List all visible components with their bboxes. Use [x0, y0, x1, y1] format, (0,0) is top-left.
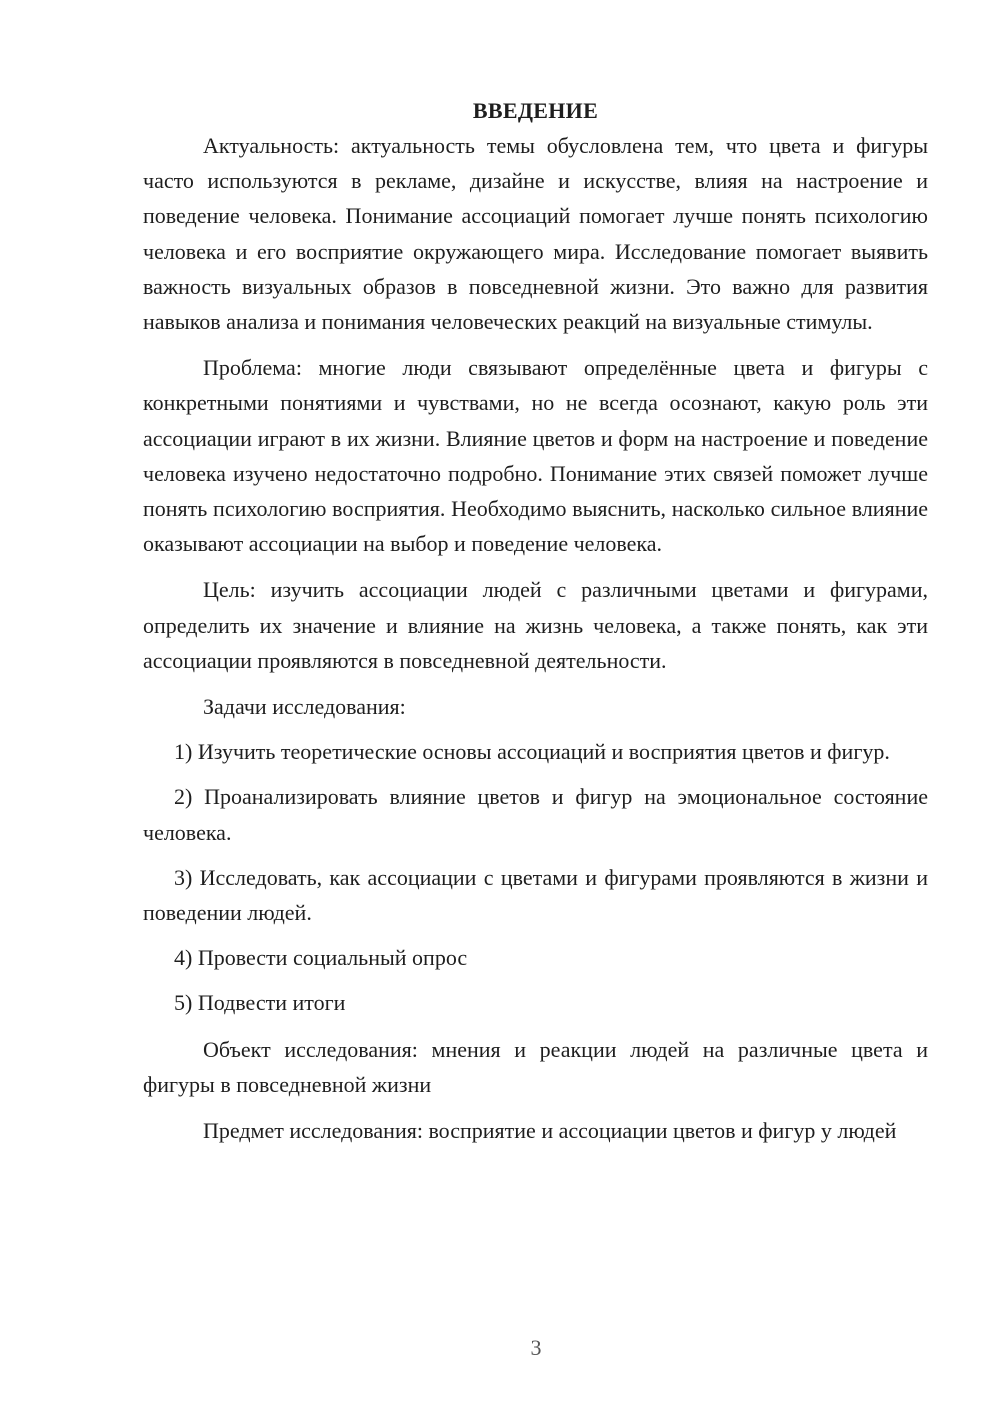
page-title: ВВЕДЕНИЕ	[472, 98, 599, 123]
page-number: 3	[530, 1335, 542, 1360]
object-paragraph: Объект исследования: мнения и реакции людей на различные цвета и фигуры в повседневной жизни	[143, 1036, 928, 1097]
task-item-5: 5) Подвести итоги	[174, 990, 346, 1016]
problem-paragraph: Проблема: многие люди связывают определённые цвета и фигуры с конкретными понятиями и чувствами, но не всегда осознают, какую роль эти ассоциации играют в их жизни. Влияние цветов и форм на настроение и поведение человека изучено недостаточно подробно. Понимание этих связей поможет лучше понять психологию восприятия. Необходимо выяснить, насколько сильное влияние оказывают ассоциации на выбор и поведение человека.	[143, 355, 928, 557]
task-item-1: 1) Изучить теоретические основы ассоциаций и восприятия цветов и фигур.	[174, 739, 890, 765]
task-item-4: 4) Провести социальный опрос	[174, 945, 468, 971]
page-content	[143, 93, 928, 1148]
subject-paragraph: Предмет исследования: восприятие и ассоциации цветов и фигур у людей	[203, 1118, 897, 1144]
task-item-3: 3) Исследовать, как ассоциации с цветами и фигурами проявляются в жизни и поведении людей.	[143, 864, 928, 926]
tasks-heading: Задачи исследования:	[203, 694, 406, 720]
relevance-paragraph: Актуальность: актуальность темы обусловлена тем, что цвета и фигуры часто используются в рекламе, дизайне и искусстве, влияя на настроение и поведение человека. Понимание ассоциаций помогает лучше понять психологию человека и его восприятие окружающего мира. Исследование помогает выявить важность визуальных образов в повседневной жизни. Это важно для развития навыков анализа и понимания человеческих реакций на визуальные стимулы.	[143, 133, 928, 335]
task-item-2: 2) Проанализировать влияние цветов и фигур на эмоциональное состояние человека.	[143, 784, 928, 845]
goal-paragraph: Цель: изучить ассоциации людей с различными цветами и фигурами, определить их значение и влияние на жизнь человека, а также понять, как эти ассоциации проявляются в повседневной деятельности.	[143, 577, 928, 673]
